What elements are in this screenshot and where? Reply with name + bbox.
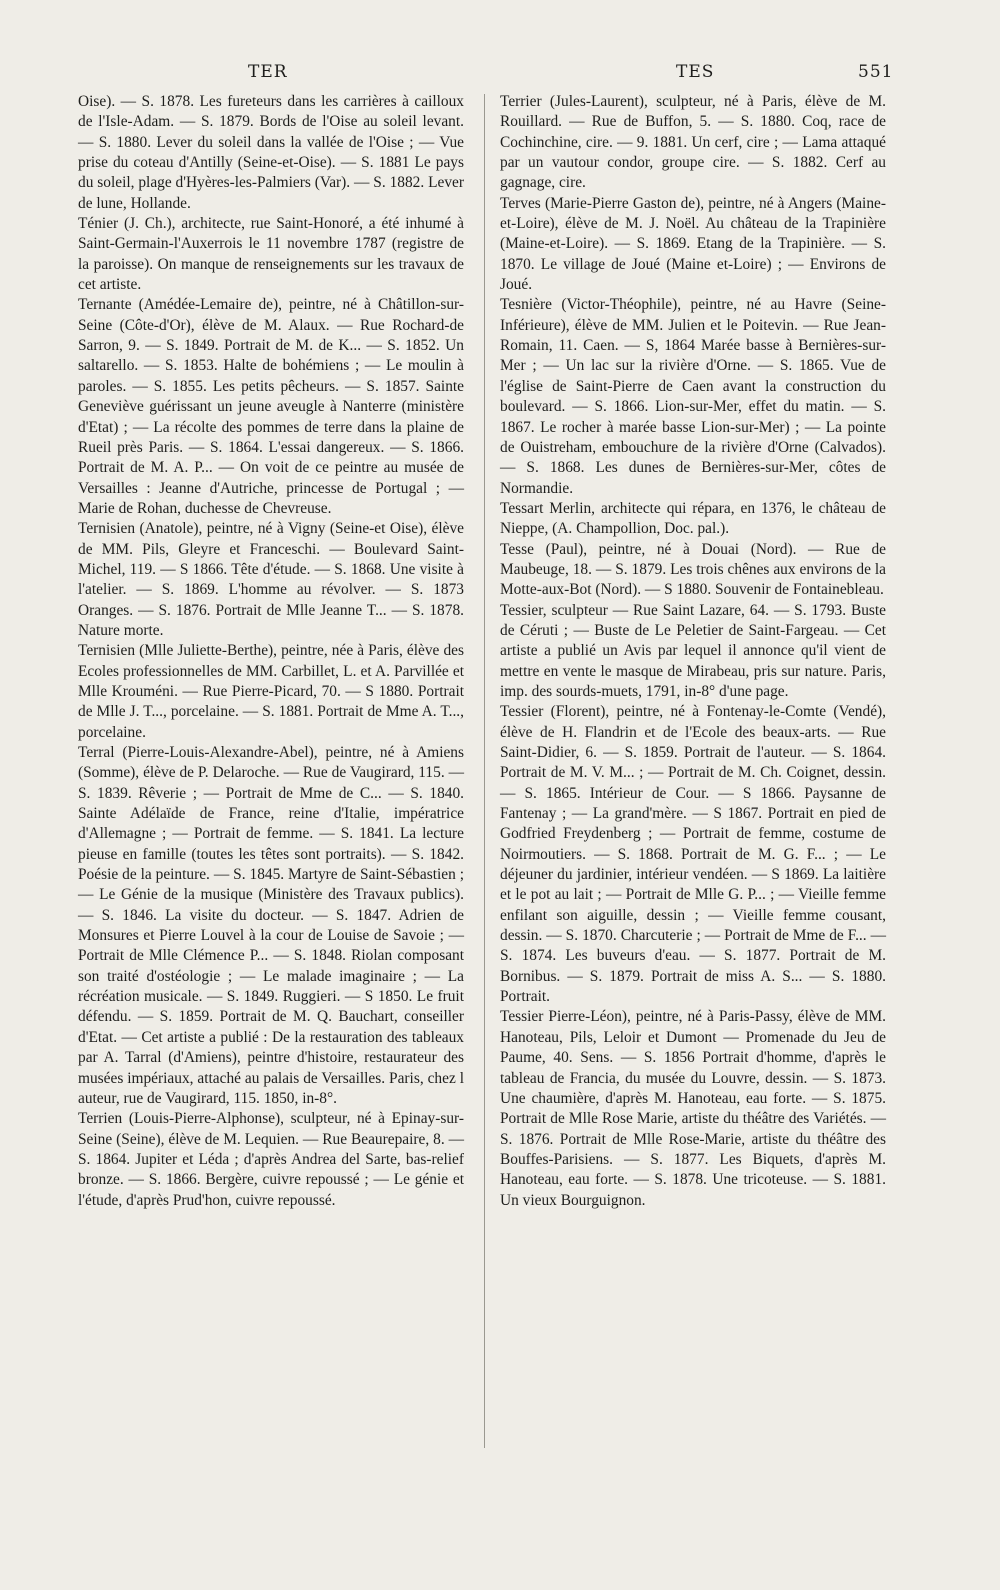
running-head-left: TER <box>248 62 288 82</box>
running-head-right: TES <box>676 62 715 82</box>
left-column <box>78 92 464 1211</box>
entry-paragraph: Tessier, sculpteur — Rue Saint Lazare, 64. — S. 1793. Buste de Céruti ; — Buste de Le Peletier de Saint-Fargeau. — Cet artiste a publié un Avis par lequel il annonce qu'il vient de mettre en vente le masque de Mirabeau, pris sur nature. Paris, imp. des sourds-muets, 1791, in-8° d'une page. <box>500 601 886 700</box>
entry-paragraph: Terrier (Jules-Laurent), sculpteur, né à Paris, élève de M. Rouillard. — Rue de Buffon, 5. — S. 1880. Coq, race de Cochinchine, cire. — 9. 1881. Un cerf, cire ; — Lama attaqué par un vautour condor, groupe cire. — S. 1882. Cerf au gagnage, cire. <box>500 93 886 192</box>
entry-paragraph: Ternante (Amédée-Lemaire de), peintre, né à Châtillon-sur-Seine (Côte-d'Or), élève de M. Alaux. — Rue Rochard-de Sarron, 9. — S. 1849. Portrait de M. de K... — S. 1852. Un saltarello. — S. 1853. Halte de bohémiens ; — Le moulin à paroles. — S. 1855. Les petits pêcheurs. — S. 1857. Sainte Geneviève guérissant un jeune aveugle à Nanterre (ministère d'Etat) ; — La récolte des pommes de terre dans la plaine de Rueil près Paris. — S. 1864. L'essai dangereux. — S. 1866. Portrait de M. A. P... — On voit de ce peintre au musée de Versailles : Jeanne d'Autriche, princesse de Portugal ; — Marie de Rohan, duchesse de Chevreuse. <box>78 296 464 517</box>
entry-paragraph: Terrien (Louis-Pierre-Alphonse), sculpteur, né à Epinay-sur-Seine (Seine), élève de M. Lequien. — Rue Beaurepaire, 8. — S. 1864. Jupiter et Léda ; d'après Andrea del Sarte, bas-relief bronze. — S. 1866. Bergère, cuivre repoussé ; — Le génie et l'étude, d'après Prud'hon, cuivre repoussé. <box>78 1110 464 1209</box>
entry-paragraph: Terves (Marie-Pierre Gaston de), peintre, né à Angers (Maine-et-Loire), élève de M. J. Noël. Au château de la Trapinière (Maine-et-Loire). — S. 1869. Etang de la Trapinière. — S. 1870. Le village de Joué (Maine et-Loire) ; — Environs de Joué. <box>500 194 886 294</box>
entry-paragraph: Ternisien (Anatole), peintre, né à Vigny (Seine-et Oise), élève de MM. Pils, Gleyre et Franceschi. — Boulevard Saint-Michel, 119. — S 1866. Tête d'étude. — S. 1868. Une visite à l'atelier. — S. 1869. L'homme au révolver. — S. 1873 Oranges. — S. 1876. Portrait de Mlle Jeanne T... — S. 1878. Nature morte. <box>78 520 464 639</box>
column-divider <box>484 94 485 1448</box>
entry-paragraph: Tesnière (Victor-Théophile), peintre, né au Havre (Seine-Inférieure), élève de MM. Julien et le Poitevin. — Rue Jean-Romain, 11. Caen. — S, 1864 Marée basse à Bernières-sur-Mer ; — Un lac sur la rivière d'Orne. — S. 1865. Vue de l'église de Saint-Pierre de Caen avant la construction du boulevard. — S. 1866. Lion-sur-Mer, effet du matin. — S. 1867. Le rocher à marée basse Lion-sur-Mer) ; — La pointe de Ouistreham, embouchure de la rivière d'Orne (Calvados). — S. 1868. Les dunes de Bernières-sur-Mer, côtes de Normandie. <box>500 296 886 497</box>
entry-paragraph: Tesse (Paul), peintre, né à Douai (Nord). — Rue de Maubeuge, 18. — S. 1879. Les trois chênes aux environs de la Motte-aux-Bot (Nord). — S 1880. Souvenir de Fontainebleau. <box>500 540 886 599</box>
entry-paragraph: Tessier (Florent), peintre, né à Fontenay-le-Comte (Vendé), élève de H. Flandrin et de l'Ecole des beaux-arts. — Rue Saint-Didier, 6. — S. 1859. Portrait de l'auteur. — S. 1864. Portrait de M. V. M... ; — Portrait de M. Ch. Coignet, dessin. — S. 1865. Intérieur de Cour. — S 1866. Paysanne de Fantenay ; — La grand'mère. — S 1867. Portrait en pied de Godfried Freydenberg ; — Portrait de femme, costume de Noirmoutiers. — S. 1868. Portrait de M. G. F... ; — Le déjeuner du jardinier, intérieur vendéen. — S 1869. La laitière et le pot au lait ; — Portrait de Mlle G. P... ; — Vieille femme enfilant son aiguille, dessin ; — Vieille femme cousant, dessin. — S. 1870. Charcuterie ; — Portrait de Mme de F... — S. 1874. Les buveurs d'eau. — S. 1877. Portrait de M. Bornibus. — S. 1879. Portrait de miss A. S... — S. 1880. Portrait. <box>500 703 886 1006</box>
right-column <box>500 92 886 1211</box>
entry-paragraph: Terral (Pierre-Louis-Alexandre-Abel), peintre, né à Amiens (Somme), élève de P. Delaroche. — Rue de Vaugirard, 115. — S. 1839. Rêverie ; — Portrait de Mme de C... — S. 1840. Sainte Adélaïde de France, reine d'Italie, impératrice d'Allemagne ; — Portrait de femme. — S. 1841. La lecture pieuse en famille (toutes les têtes sont portraits). — S. 1842. Poésie de la peinture. — S. 1845. Martyre de Saint-Sébastien ; — Le Génie de la musique (Ministère des Travaux publics). — S. 1846. La visite du docteur. — S. 1847. Adrien de Monsures et Pierre Louvel à la cour de Louise de Savoie ; — Portrait de Mlle Clémence P... — S. 1848. Riolan composant son traité d'ostéologie ; — Le malade imaginaire ; — La récréation musicale. — S. 1849. Ruggieri. — S 1850. Le fruit défendu. — S. 1859. Portrait de M. Q. Bauchart, conseiller d'Etat. — Cet artiste a publié : De la restauration des tableaux par A. Tarral (d'Amiens), peintre d'histoire, restaurateur des musées impériaux, attaché au palais de Versailles. Paris, chez l auteur, rue de Vaugirard, 115. 1850, in-8°. <box>78 744 464 1107</box>
entry-paragraph: Ténier (J. Ch.), architecte, rue Saint-Honoré, a été inhumé à Saint-Germain-l'Auxerrois le 11 novembre 1787 (registre de la paroisse). On manque de renseignements sur les travaux de cet artiste. <box>78 215 464 294</box>
entry-paragraph: Tessart Merlin, architecte qui répara, en 1376, le château de Nieppe, (A. Champollion, Doc. pal.). <box>500 499 886 538</box>
page-number: 551 <box>858 62 894 82</box>
entry-paragraph: Ternisien (Mlle Juliette-Berthe), peintre, née à Paris, élève des Ecoles professionnelles de MM. Carbillet, L. et A. Parvillée et Mlle Krouméni. — Rue Pierre-Picard, 70. — S 1880. Portrait de Mlle J. T..., porcelaine. — S. 1881. Portrait de Mme A. T..., porcelaine. <box>78 642 464 741</box>
entry-paragraph: Oise). — S. 1878. Les fureteurs dans les carrières à cailloux de l'Isle-Adam. — S. 1879. Bords de l'Oise au soleil levant. — S. 1880. Lever du soleil dans la vallée de l'Oise ; — Vue prise du coteau d'Antilly (Seine-et-Oise). — S. 1881 Le pays du soleil, plage d'Hyères-les-Palmiers (Var). — S. 1882. Lever de lune, Hollande. <box>78 93 464 212</box>
entry-paragraph: Tessier Pierre-Léon), peintre, né à Paris-Passy, élève de MM. Hanoteau, Pils, Leloir et Dumont — Promenade du Jeu de Paume, 40. Sens. — S. 1856 Portrait d'homme, d'après le tableau de Francia, du musée du Louvre, dessin. — S. 1873. Une chaumière, d'après M. Hanoteau, eau forte. — S. 1875. Portrait de Mlle Rose Marie, artiste du théâtre des Variétés. — S. 1876. Portrait de Mlle Rose-Marie, artiste du théâtre des Bouffes-Parisiens. — S. 1877. Les Biquets, d'après M. Hanoteau, eau forte. — S. 1878. Une tricoteuse. — S. 1881. Un vieux Bourguignon. <box>500 1008 886 1209</box>
